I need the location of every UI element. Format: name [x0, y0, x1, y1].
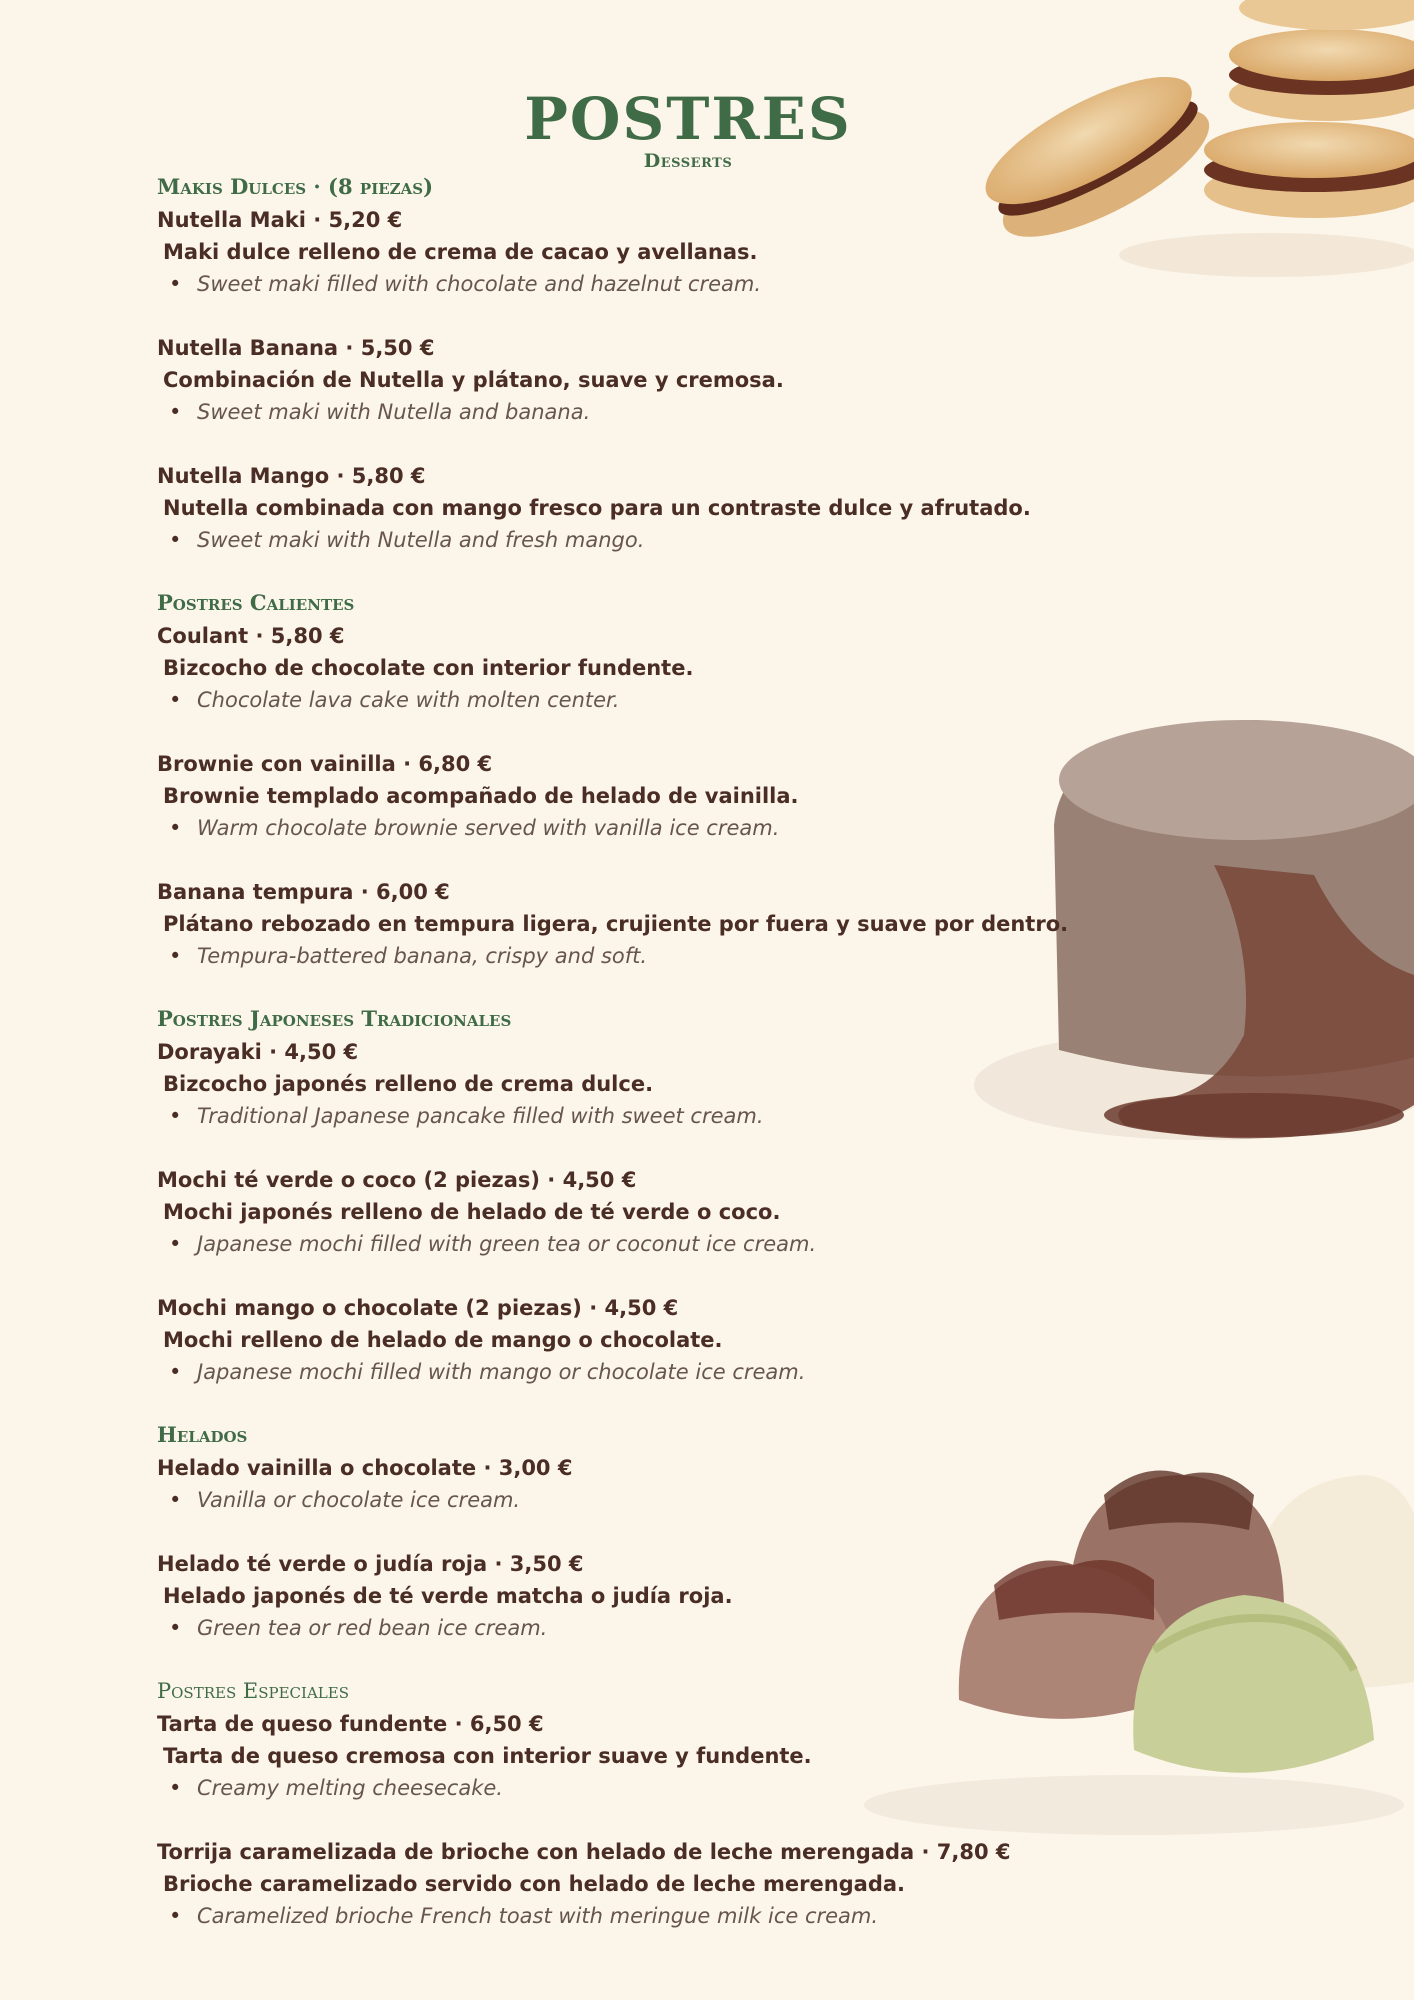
section-heading-postres-especiales: Postres Especiales: [157, 1679, 349, 1703]
menu-item-name: Helado té verde o judía roja · 3,50 €: [157, 1552, 584, 1576]
menu-item-description-es: Bizcocho de chocolate con interior fundente.: [163, 656, 694, 680]
menu-item-description-es: Nutella combinada con mango fresco para un contraste dulce y afrutado.: [163, 496, 1031, 520]
menu-item-description-en: • Vanilla or chocolate ice cream.: [157, 1484, 1157, 1516]
menu-item-description-en: • Warm chocolate brownie served with vanilla ice cream.: [157, 812, 1157, 844]
menu-item-description-en: • Traditional Japanese pancake filled with sweet cream.: [157, 1100, 1157, 1132]
menu-item-description-en: • Japanese mochi filled with green tea or coconut ice cream.: [157, 1228, 1157, 1260]
menu-item-name: Torrija caramelizada de brioche con helado de leche merengada · 7,80 €: [157, 1840, 1011, 1864]
section-heading-postres-japoneses: Postres Japoneses Tradicionales: [157, 1006, 512, 1031]
menu-item-description-es: Helado japonés de té verde matcha o judía roja.: [163, 1584, 733, 1608]
menu-item-description-es: Tarta de queso cremosa con interior suave y fundente.: [163, 1744, 812, 1768]
menu-item-description-es: Brioche caramelizado servido con helado de leche merengada.: [163, 1872, 906, 1896]
page-subtitle: Desserts: [643, 150, 733, 172]
menu-item-name: Coulant · 5,80 €: [157, 624, 345, 648]
menu-item-description-es: Brownie templado acompañado de helado de vainilla.: [163, 784, 799, 808]
menu-item-description-en: • Japanese mochi filled with mango or chocolate ice cream.: [157, 1356, 1157, 1388]
menu-item-description-en: • Sweet maki filled with chocolate and hazelnut cream.: [157, 268, 1157, 300]
menu-item-description-es: Plátano rebozado en tempura ligera, crujiente por fuera y suave por dentro.: [163, 912, 1069, 936]
menu-item-description-es: Combinación de Nutella y plátano, suave y cremosa.: [163, 368, 784, 392]
menu-item-name: Mochi mango o chocolate (2 piezas) · 4,50 €: [157, 1296, 679, 1320]
menu-item-description-es: Bizcocho japonés relleno de crema dulce.: [163, 1072, 654, 1096]
menu-item-name: Banana tempura · 6,00 €: [157, 880, 450, 904]
dessert-menu: [157, 172, 1157, 1932]
menu-item-name: Dorayaki · 4,50 €: [157, 1040, 359, 1064]
menu-item-description-es: Maki dulce relleno de crema de cacao y avellanas.: [163, 240, 758, 264]
section-heading-postres-calientes: Postres Calientes: [157, 590, 355, 615]
menu-item-description-es: Mochi relleno de helado de mango o chocolate.: [163, 1328, 723, 1352]
menu-item-description-en: • Tempura-battered banana, crispy and soft.: [157, 940, 1157, 972]
menu-item-description-en: • Sweet maki with Nutella and fresh mango.: [157, 524, 1157, 556]
menu-item-name: Mochi té verde o coco (2 piezas) · 4,50 €: [157, 1168, 637, 1192]
menu-item-description-en: • Green tea or red bean ice cream.: [157, 1612, 1157, 1644]
menu-item-name: Helado vainilla o chocolate · 3,00 €: [157, 1456, 573, 1480]
menu-item-description-en: • Creamy melting cheesecake.: [157, 1772, 1157, 1804]
section-heading-helados: Helados: [157, 1422, 248, 1447]
page-title: POSTRES: [524, 85, 852, 153]
menu-item-name: Tarta de queso fundente · 6,50 €: [157, 1712, 544, 1736]
menu-item-name: Nutella Maki · 5,20 €: [157, 208, 403, 232]
menu-item-description-en: • Caramelized brioche French toast with meringue milk ice cream.: [157, 1900, 1157, 1932]
menu-item-description-en: • Chocolate lava cake with molten center.: [157, 684, 1157, 716]
menu-item-name: Nutella Mango · 5,80 €: [157, 464, 426, 488]
menu-item-name: Nutella Banana · 5,50 €: [157, 336, 435, 360]
section-heading-makis-dulces: Makis Dulces · (8 piezas): [157, 174, 434, 199]
menu-item-name: Brownie con vainilla · 6,80 €: [157, 752, 493, 776]
menu-item-description-es: Mochi japonés relleno de helado de té verde o coco.: [163, 1200, 781, 1224]
menu-item-description-en: • Sweet maki with Nutella and banana.: [157, 396, 1157, 428]
